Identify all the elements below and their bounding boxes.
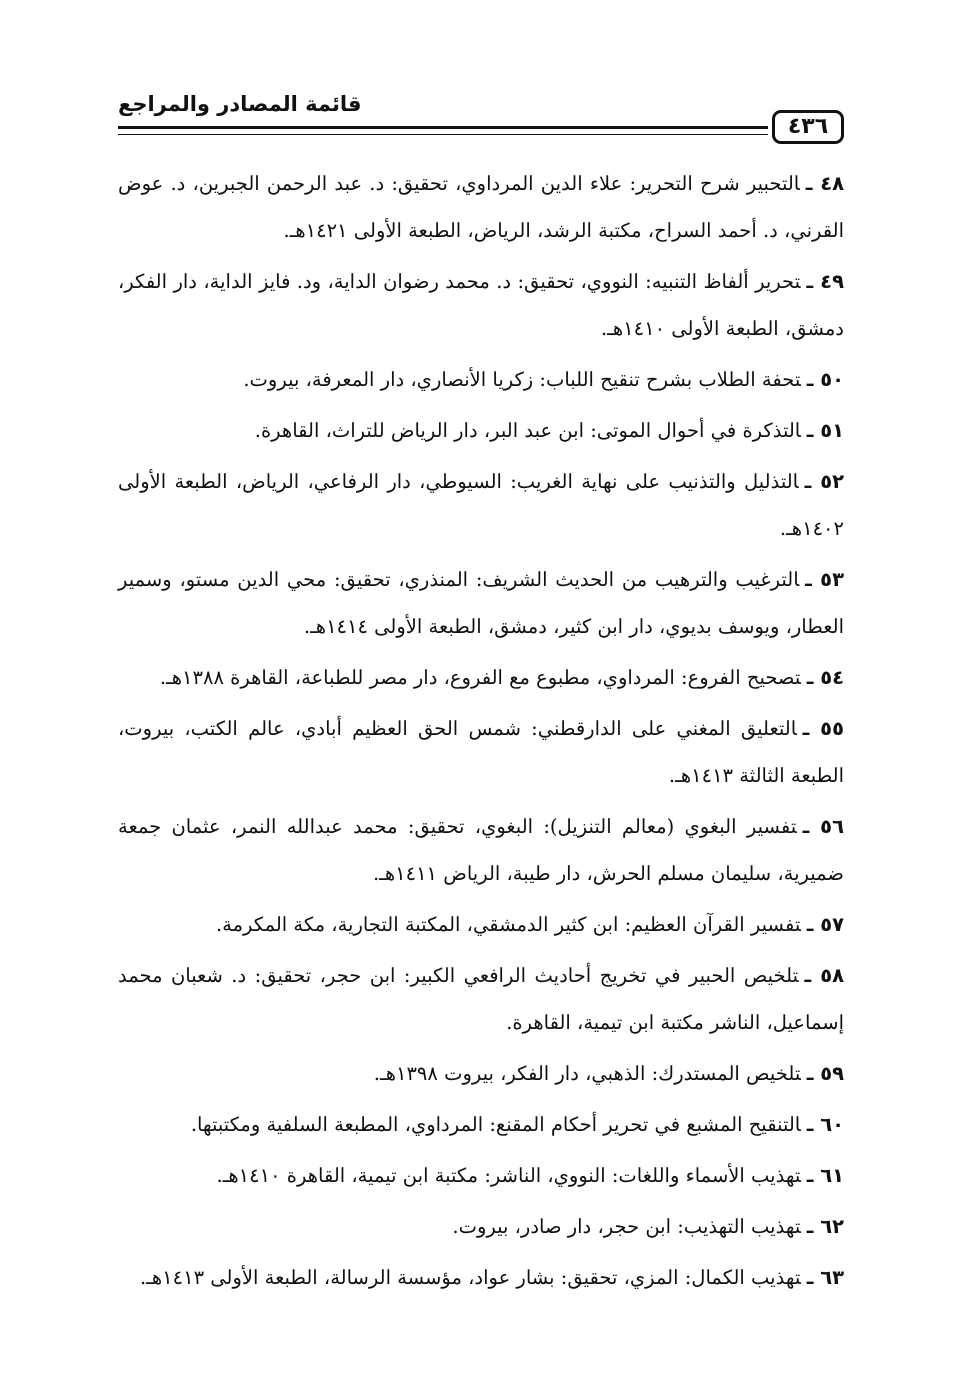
page-header bbox=[118, 88, 844, 154]
bibliography-entry bbox=[118, 458, 844, 552]
bibliography-entry bbox=[118, 803, 844, 897]
bibliography-entry bbox=[118, 556, 844, 650]
bibliography-entry bbox=[118, 1050, 844, 1097]
entry-text: تحرير ألفاظ التنبيه: النووي، تحقيق: د. محمد رضوان الداية، ود. فايز الداية، دار الفكر، دمشق، الطبعة الأولى ١٤١٠هـ. bbox=[118, 270, 844, 340]
entry-text: تهذيب الكمال: المزي، تحقيق: بشار عواد، مؤسسة الرسالة، الطبعة الأولى ١٤١٣هـ. bbox=[139, 1266, 801, 1289]
header-rule bbox=[118, 126, 768, 135]
entry-number: ٥٢ ـ bbox=[804, 470, 844, 493]
entry-text: تلخيص المستدرك: الذهبي، دار الفكر، بيروت ١٣٩٨هـ. bbox=[373, 1062, 801, 1085]
entry-number: ٥٤ ـ bbox=[806, 666, 844, 689]
entry-text: التذليل والتذنيب على نهاية الغريب: السيوطي، دار الرفاعي، الرياض، الطبعة الأولى ١٤٠٢هـ. bbox=[118, 470, 844, 540]
page-number: ٤٣٦ bbox=[772, 110, 844, 144]
bibliography-entry bbox=[118, 160, 844, 254]
bibliography-entry bbox=[118, 407, 844, 454]
entry-number: ٦٣ ـ bbox=[806, 1266, 844, 1289]
entry-number: ٥٥ ـ bbox=[802, 717, 844, 740]
bibliography-entry bbox=[118, 1203, 844, 1250]
bibliography-entry bbox=[118, 654, 844, 701]
entry-text: الترغيب والترهيب من الحديث الشريف: المنذري، تحقيق: محي الدين مستو، وسمير العطار، ويوسف بديوي، دار ابن كثير، دمشق، الطبعة الأولى ١٤١٤هـ. bbox=[118, 568, 844, 638]
entry-number: ٥٨ ـ bbox=[804, 964, 844, 987]
bibliography-entry bbox=[118, 952, 844, 1046]
entry-number: ٦٠ ـ bbox=[806, 1113, 844, 1136]
entry-text: التذكرة في أحوال الموتى: ابن عبد البر، دار الرياض للتراث، القاهرة. bbox=[254, 419, 801, 442]
entry-text: تصحيح الفروع: المرداوي، مطبوع مع الفروع، دار مصر للطباعة، القاهرة ١٣٨٨هـ. bbox=[159, 666, 801, 689]
bibliography-entry bbox=[118, 258, 844, 352]
entry-text: تهذيب الأسماء واللغات: النووي، الناشر: مكتبة ابن تيمية، القاهرة ١٤١٠هـ. bbox=[216, 1164, 801, 1187]
bibliography-entry bbox=[118, 1254, 844, 1301]
entry-number: ٦١ ـ bbox=[806, 1164, 844, 1187]
entry-number: ٥٧ ـ bbox=[806, 913, 844, 936]
entry-text: تلخيص الحبير في تخريج أحاديث الرافعي الكبير: ابن حجر، تحقيق: د. شعبان محمد إسماعيل، الناشر مكتبة ابن تيمية، القاهرة. bbox=[118, 964, 844, 1034]
entry-number: ٥٦ ـ bbox=[802, 815, 844, 838]
entry-number: ٥٠ ـ bbox=[806, 368, 844, 391]
entry-text: التحبير شرح التحرير: علاء الدين المرداوي، تحقيق: د. عبد الرحمن الجبرين، د. عوض القرني، د. أحمد السراح، مكتبة الرشد، الرياض، الطبعة الأولى ١٤٢١هـ. bbox=[118, 172, 844, 242]
entry-number: ٤٨ ـ bbox=[805, 172, 844, 195]
bibliography-entry bbox=[118, 356, 844, 403]
entry-text: التعليق المغني على الدارقطني: شمس الحق العظيم أبادي، عالم الكتب، بيروت، الطبعة الثالثة ١٤١٣هـ. bbox=[118, 717, 844, 787]
entry-text: تحفة الطلاب بشرح تنقيح اللباب: زكريا الأنصاري، دار المعرفة، بيروت. bbox=[243, 368, 801, 391]
bibliography-entry bbox=[118, 901, 844, 948]
entry-number: ٥٩ ـ bbox=[806, 1062, 844, 1085]
entry-text: التنقيح المشبع في تحرير أحكام المقنع: المرداوي، المطبعة السلفية ومكتبتها. bbox=[190, 1113, 801, 1136]
entry-number: ٥١ ـ bbox=[806, 419, 844, 442]
entry-number: ٥٣ ـ bbox=[805, 568, 844, 591]
bibliography-entry bbox=[118, 1101, 844, 1148]
entry-text: تهذيب التهذيب: ابن حجر، دار صادر، بيروت. bbox=[452, 1215, 801, 1238]
entry-number: ٤٩ ـ bbox=[806, 270, 844, 293]
entry-text: تفسير القرآن العظيم: ابن كثير الدمشقي، المكتبة التجارية، مكة المكرمة. bbox=[215, 913, 801, 936]
bibliography-entry bbox=[118, 1152, 844, 1199]
bibliography-entry bbox=[118, 705, 844, 799]
entry-number: ٦٢ ـ bbox=[806, 1215, 844, 1238]
bibliography-list bbox=[118, 160, 844, 1305]
running-title: قائمة المصادر والمراجع bbox=[118, 92, 362, 116]
entry-text: تفسير البغوي (معالم التنزيل): البغوي، تحقيق: محمد عبدالله النمر، عثمان جمعة ضميرية، سليمان مسلم الحرش، دار طيبة، الرياض ١٤١١هـ. bbox=[118, 815, 844, 885]
